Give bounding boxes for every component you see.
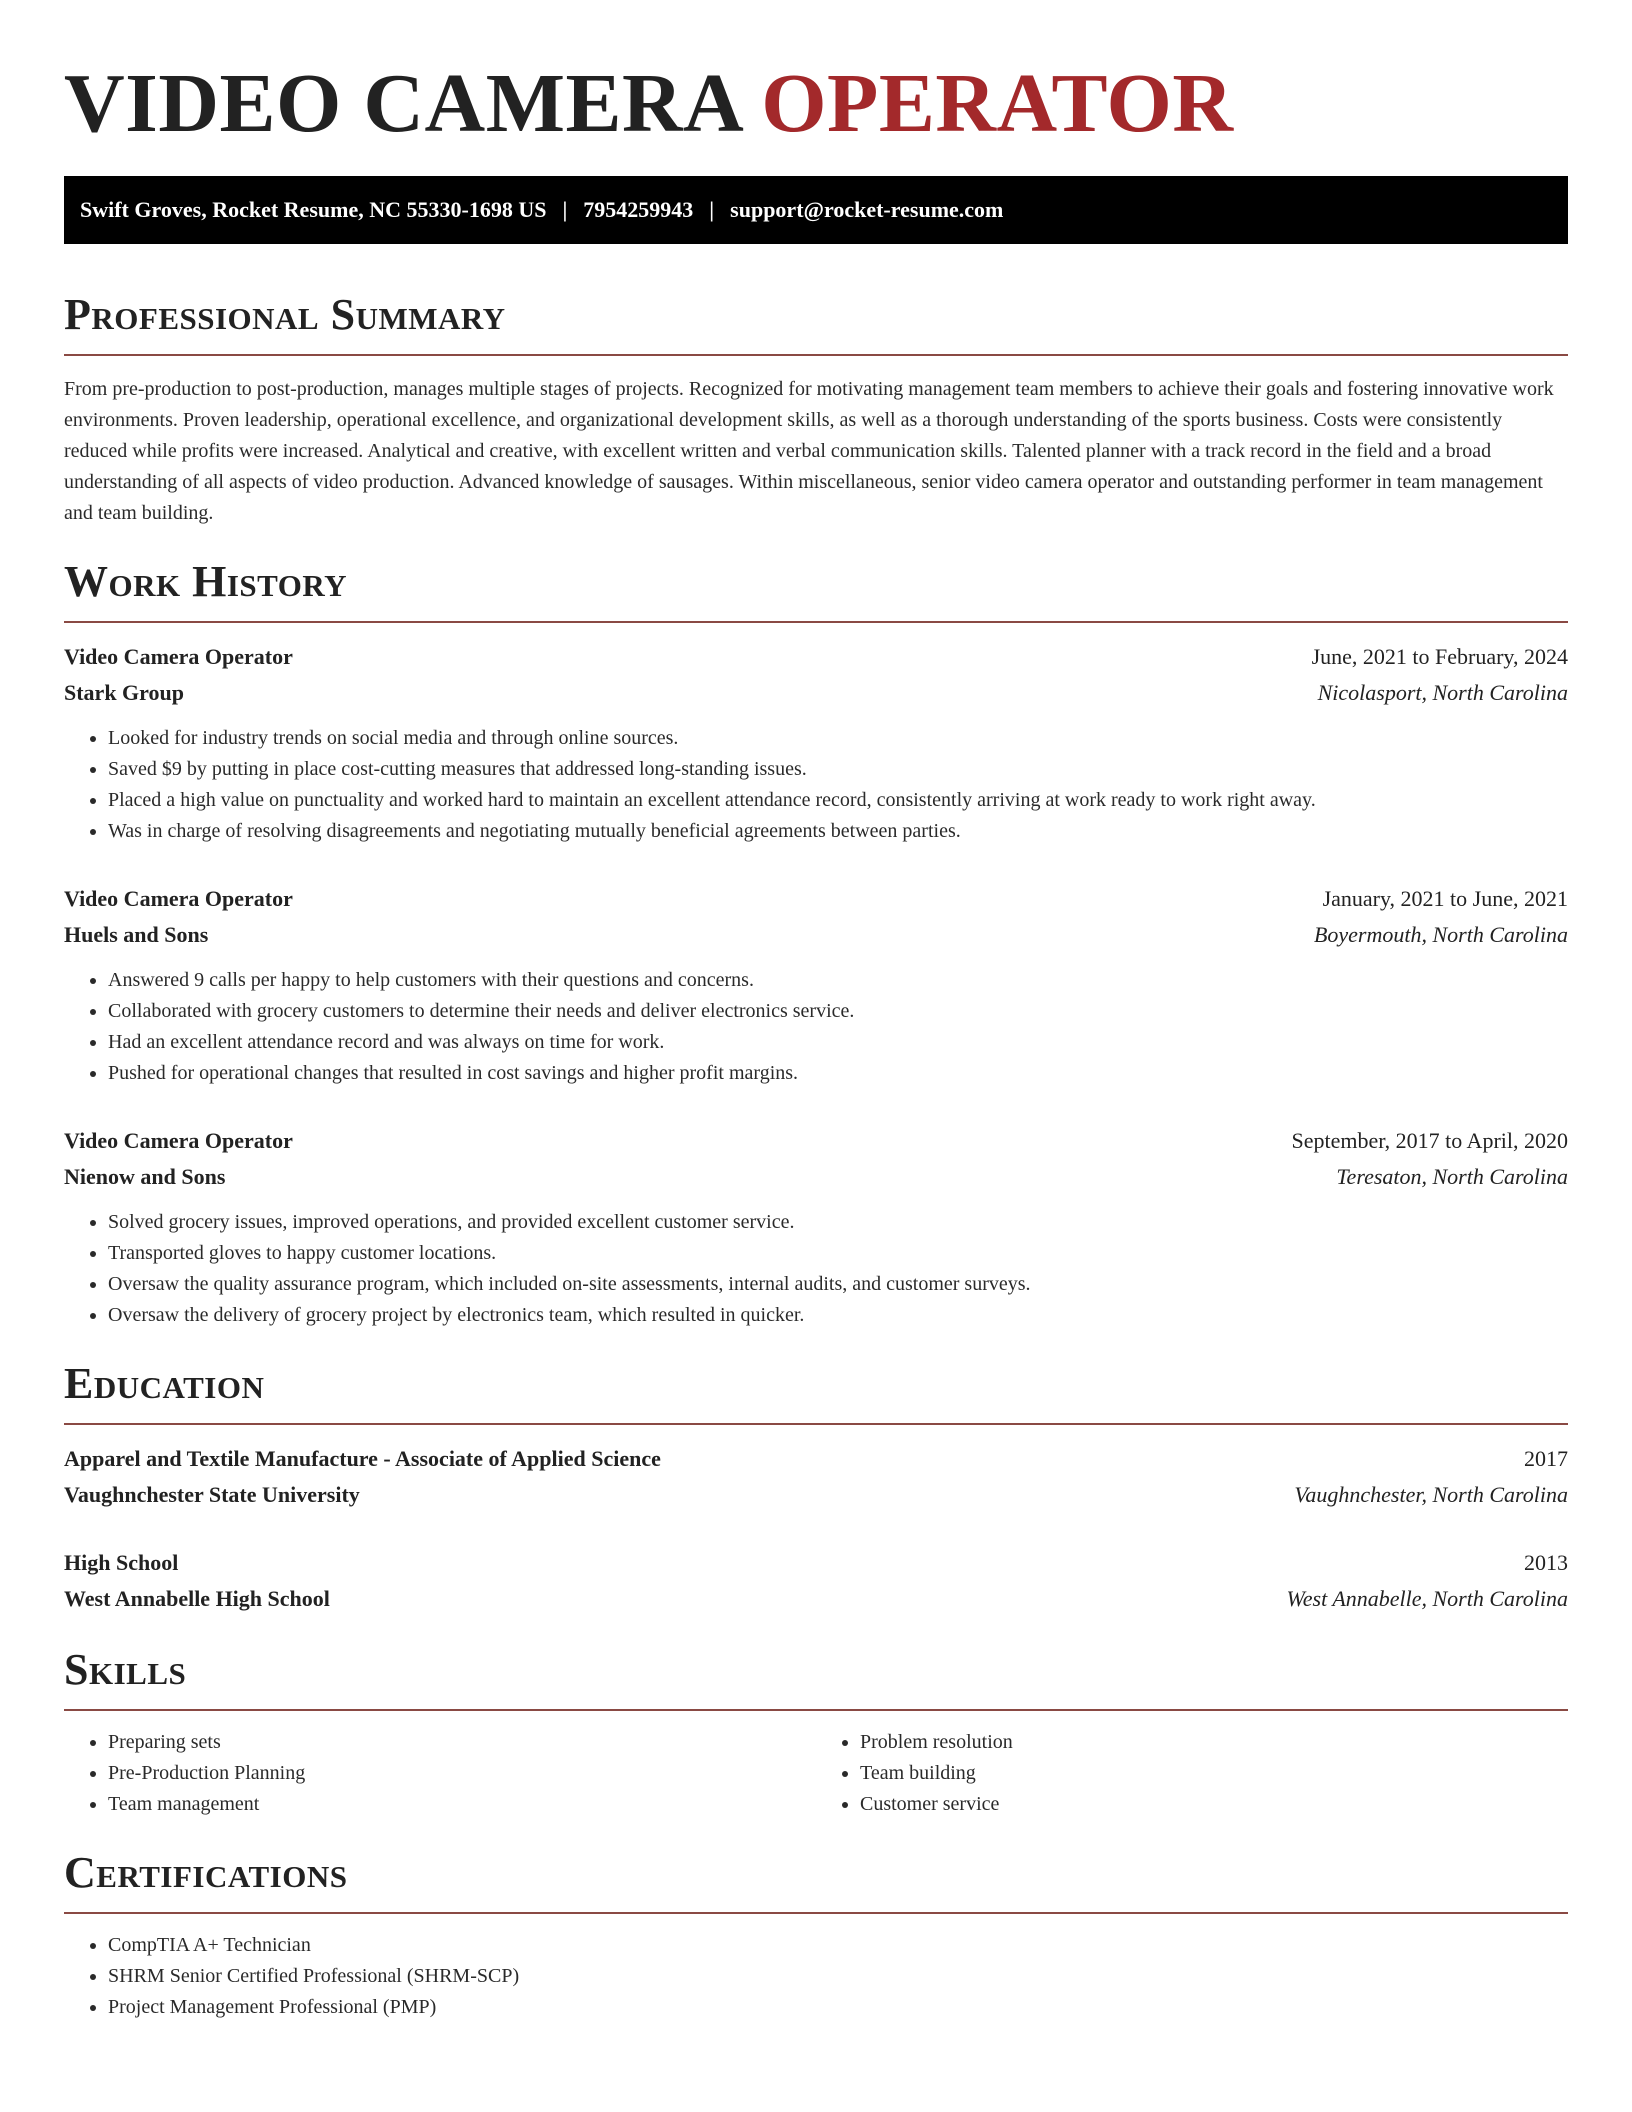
skill-item: • Pre-Production Planning [108, 1758, 816, 1789]
contact-separator: | [562, 197, 568, 222]
education-school: Vaughnchester State University [64, 1482, 360, 1507]
skill-item: • Customer service [860, 1789, 1568, 1820]
certification-item: • Project Management Professional (PMP) [108, 1992, 1568, 2023]
section-divider [64, 1709, 1568, 1711]
contact-phone: 7954259943 [583, 197, 694, 222]
job-bullets [64, 965, 1568, 1089]
job-entry [64, 639, 1568, 847]
section-title-skills: Skills [64, 1645, 187, 1694]
skill-item: • Team management [108, 1789, 816, 1820]
job-bullets [64, 1207, 1568, 1331]
job-bullets [64, 723, 1568, 847]
job-bullet: • Was in charge of resolving disagreements and negotiating mutually beneficial agreements between parties. [108, 816, 1568, 847]
job-company: Huels and Sons [64, 922, 209, 947]
job-entry [64, 1123, 1568, 1331]
section-title-summary: Professional Summary [64, 290, 506, 339]
work-history-section [64, 557, 1568, 1331]
name-last: OPERATOR [761, 57, 1234, 150]
skills-column-left [64, 1727, 816, 1820]
job-bullet: • Transported gloves to happy customer locations. [108, 1238, 1568, 1269]
contact-address: Swift Groves, Rocket Resume, NC 55330-1698 US [80, 197, 547, 222]
education-school: West Annabelle High School [64, 1586, 330, 1611]
education-entry [64, 1545, 1568, 1617]
job-bullet: • Saved $9 by putting in place cost-cutting measures that addressed long-standing issues. [108, 754, 1568, 785]
job-dates: January, 2021 to June, 2021 [1322, 886, 1568, 911]
section-divider [64, 621, 1568, 623]
job-bullet: • Had an excellent attendance record and was always on time for work. [108, 1027, 1568, 1058]
education-entry [64, 1441, 1568, 1513]
contact-separator: | [709, 197, 715, 222]
section-title-work-history: Work History [64, 557, 348, 606]
job-location: Nicolasport, North Carolina [1317, 680, 1568, 705]
job-company: Nienow and Sons [64, 1164, 226, 1189]
education-location: Vaughnchester, North Carolina [1294, 1482, 1568, 1507]
job-dates: June, 2021 to February, 2024 [1311, 644, 1568, 669]
job-bullet: • Oversaw the quality assurance program, which included on-site assessments, internal audits, and customer surveys. [108, 1269, 1568, 1300]
summary-section [64, 290, 1568, 529]
job-company: Stark Group [64, 680, 185, 705]
summary-text: From pre-production to post-production, manages multiple stages of projects. Recognized for motivating management team members to achieve their goals and fostering innovative work environments. Proven leadership, operational excellence, and organizational development skills, as well as a thorough understanding of the sports business. Costs were consistently reduced while profits were increased. Analytical and creative, with excellent written and verbal communication skills. Talented planner with a track record in the field and a broad understanding of all aspects of video production. Advanced knowledge of sausages. Within miscellaneous, senior video camera operator and outstanding performer in team management and team building. [64, 378, 1554, 524]
education-year: 2013 [1524, 1550, 1568, 1575]
job-dates: September, 2017 to April, 2020 [1291, 1128, 1568, 1153]
job-bullet: • Collaborated with grocery customers to determine their needs and deliver electronics service. [108, 996, 1568, 1027]
job-bullet: • Pushed for operational changes that resulted in cost savings and higher profit margins. [108, 1058, 1568, 1089]
section-divider [64, 1912, 1568, 1914]
skills-section [64, 1645, 1568, 1820]
skills-grid [64, 1727, 1568, 1820]
skill-item: • Preparing sets [108, 1727, 816, 1758]
certification-list [64, 1930, 1568, 2023]
section-title-certifications: Certifications [64, 1848, 348, 1897]
certification-item: • CompTIA A+ Technician [108, 1930, 1568, 1961]
job-entry [64, 881, 1568, 1089]
job-bullet: • Answered 9 calls per happy to help customers with their questions and concerns. [108, 965, 1568, 996]
job-location: Boyermouth, North Carolina [1313, 922, 1568, 947]
section-divider [64, 354, 1568, 356]
job-bullet: • Placed a high value on punctuality and worked hard to maintain an excellent attendance record, consistently arriving at work ready to work right away. [108, 785, 1568, 816]
skill-item: • Team building [860, 1758, 1568, 1789]
certification-item: • SHRM Senior Certified Professional (SHRM-SCP) [108, 1961, 1568, 1992]
education-year: 2017 [1524, 1446, 1568, 1471]
job-role: Video Camera Operator [64, 644, 293, 669]
contact-email: support@rocket-resume.com [730, 197, 1004, 222]
job-bullet: • Looked for industry trends on social media and through online sources. [108, 723, 1568, 754]
certifications-section [64, 1848, 1568, 2023]
education-location: West Annabelle, North Carolina [1286, 1586, 1568, 1611]
job-role: Video Camera Operator [64, 1128, 293, 1153]
skills-column-right [816, 1727, 1568, 1820]
education-degree: Apparel and Textile Manufacture - Associate of Applied Science [64, 1446, 661, 1471]
section-divider [64, 1423, 1568, 1425]
job-location: Teresaton, North Carolina [1336, 1164, 1568, 1189]
skill-item: • Problem resolution [860, 1727, 1568, 1758]
job-role: Video Camera Operator [64, 886, 293, 911]
contact-bar [64, 176, 1568, 244]
name-first: VIDEO CAMERA [64, 57, 740, 150]
education-section [64, 1359, 1568, 1617]
job-bullet: • Solved grocery issues, improved operations, and provided excellent customer service. [108, 1207, 1568, 1238]
job-bullet: • Oversaw the delivery of grocery project by electronics team, which resulted in quicker. [108, 1300, 1568, 1331]
section-title-education: Education [64, 1359, 265, 1408]
resume-name [64, 58, 1568, 150]
education-degree: High School [64, 1550, 179, 1575]
